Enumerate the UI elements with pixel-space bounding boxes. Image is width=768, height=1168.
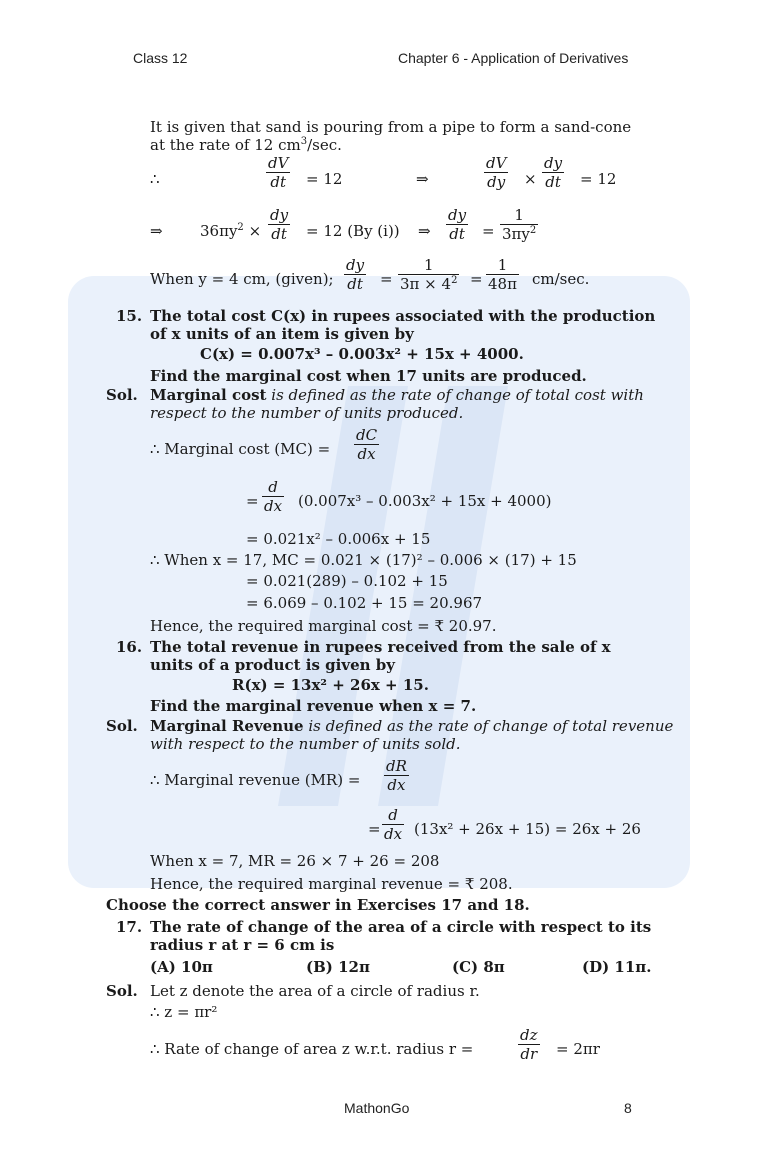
fraction-1-3piy2: $\frac{1}{3\pi y^2}$ xyxy=(502,206,537,243)
fraction-dV-dy: $\frac{dV}{dy}$ xyxy=(486,154,507,191)
implies-symbol: ⇒ xyxy=(416,170,429,188)
sol15-def-1: Marginal cost is defined as the rate of change of total cost with xyxy=(150,386,644,404)
sol17-line-3: ∴ Rate of change of area z w.r.t. radius r = xyxy=(150,1040,474,1058)
sol17-rhs: = 2πr xyxy=(556,1040,600,1058)
when-y4: When y = 4 cm, (given); xyxy=(150,270,334,288)
sol15-def-2: respect to the number of units produced. xyxy=(150,404,464,422)
fraction-dz-dr: $\frac{dz}{dr}$ xyxy=(520,1026,538,1063)
sol15-label: Sol. xyxy=(106,386,138,404)
mr-hence: Hence, the required marginal revenue = ₹ 208. xyxy=(150,875,513,893)
eq-value-12b: = 12 xyxy=(580,170,617,188)
q17-option-d: (D) 11π. xyxy=(582,958,652,976)
equals-sign-2: = xyxy=(380,270,393,288)
unit-cm-sec: cm/sec. xyxy=(532,270,590,288)
mr-when: When x = 7, MR = 26 × 7 + 26 = 208 xyxy=(150,852,440,870)
mc-step-1: = 0.021x² – 0.006x + 15 xyxy=(246,530,431,548)
fraction-dy-dt-4: $\frac{dy}{dt}$ xyxy=(346,256,365,293)
fraction-dy-dt: $\frac{dy}{dt}$ xyxy=(544,154,563,191)
header-chapter: Chapter 6 - Application of Derivatives xyxy=(398,50,629,66)
expr-36piy2: $36\pi y^2$ × xyxy=(200,222,262,240)
q16-line-1: The total revenue in rupees received from the sale of x xyxy=(150,638,611,656)
fraction-1-48pi: $\frac{1}{48\pi}$ xyxy=(488,256,517,293)
q15-line-3: C(x) = 0.007x³ – 0.003x² + 15x + 4000. xyxy=(200,345,524,363)
mr-deriv-expr: (13x² + 26x + 15) = 26x + 26 xyxy=(414,820,641,838)
header-class: Class 12 xyxy=(133,50,188,66)
fraction-dC-dx: $\frac{dC}{dx}$ xyxy=(356,426,378,463)
implies-symbol-3: ⇒ xyxy=(418,222,431,240)
q17-line-2: radius r at r = 6 cm is xyxy=(150,936,335,954)
page-number: 8 xyxy=(624,1100,632,1116)
q17-number: 17. xyxy=(116,918,143,936)
equals-sign-5: = xyxy=(368,820,381,838)
sol17-line-1: Let z denote the area of a circle of radius r. xyxy=(150,982,480,1000)
implies-symbol-2: ⇒ xyxy=(150,222,163,240)
intro-line-1: It is given that sand is pouring from a pipe to form a sand-cone xyxy=(150,118,632,136)
mc-step-3: = 0.021(289) – 0.102 + 15 xyxy=(246,572,448,590)
q15-line-2: of x units of an item is given by xyxy=(150,325,414,343)
q15-line-4: Find the marginal cost when 17 units are produced. xyxy=(150,367,587,385)
mc-lhs: ∴ Marginal cost (MC) = xyxy=(150,440,331,458)
choose-instruction: Choose the correct answer in Exercises 17 and 18. xyxy=(106,896,530,914)
mc-step-4: = 6.069 – 0.102 + 15 = 20.967 xyxy=(246,594,483,612)
q16-line-2: units of a product is given by xyxy=(150,656,395,674)
therefore-symbol: ∴ xyxy=(150,170,160,188)
footer-brand: MathonGo xyxy=(344,1100,410,1116)
equals-sign: = xyxy=(482,222,495,240)
eq-value-12: = 12 xyxy=(306,170,343,188)
times-symbol: × xyxy=(524,170,537,188)
mr-lhs: ∴ Marginal revenue (MR) = xyxy=(150,771,361,789)
expr-by-i: = 12 (By (i)) xyxy=(306,222,400,240)
q17-line-1: The rate of change of the area of a circle with respect to its xyxy=(150,918,652,936)
equals-sign-4: = xyxy=(246,492,259,510)
q16-line-3: R(x) = 13x² + 26x + 15. xyxy=(232,676,429,694)
sol17-line-2: ∴ z = πr² xyxy=(150,1003,218,1021)
fraction-1-3pi42: $\frac{1}{3\pi \times 4^2}$ xyxy=(400,256,458,293)
fraction-d-dx: $\frac{d}{dx}$ xyxy=(264,478,283,515)
sol16-def-2: with respect to the number of units sold. xyxy=(150,735,461,753)
q17-option-a: (A) 10π xyxy=(150,958,213,976)
mc-hence: Hence, the required marginal cost = ₹ 20.97. xyxy=(150,617,497,635)
mc-deriv-expr: (0.007x³ – 0.003x² + 15x + 4000) xyxy=(298,492,552,510)
q17-option-c: (C) 8π xyxy=(452,958,505,976)
mc-step-2: ∴ When x = 17, MC = 0.021 × (17)² – 0.006 × (17) + 15 xyxy=(150,551,577,569)
sol17-label: Sol. xyxy=(106,982,138,1000)
fraction-dR-dx: $\frac{dR}{dx}$ xyxy=(386,757,407,794)
fraction-dy-dt-3: $\frac{dy}{dt}$ xyxy=(448,206,467,243)
intro-line-2: at the rate of 12 $cm^3/\sec$. xyxy=(150,136,342,154)
q16-line-4: Find the marginal revenue when x = 7. xyxy=(150,697,477,715)
fraction-d-dx-2: $\frac{d}{dx}$ xyxy=(384,806,403,843)
equals-sign-3: = xyxy=(470,270,483,288)
sol16-label: Sol. xyxy=(106,717,138,735)
q17-option-b: (B) 12π xyxy=(306,958,370,976)
sol16-def-1: Marginal Revenue is defined as the rate of change of total revenue xyxy=(150,717,674,735)
q15-number: 15. xyxy=(116,307,143,325)
fraction-dy-dt-2: $\frac{dy}{dt}$ xyxy=(270,206,289,243)
q16-number: 16. xyxy=(116,638,143,656)
q15-line-1: The total cost C(x) in rupees associated with the production xyxy=(150,307,656,325)
fraction-dV-dt: $\frac{dV}{dt}$ xyxy=(268,154,289,191)
